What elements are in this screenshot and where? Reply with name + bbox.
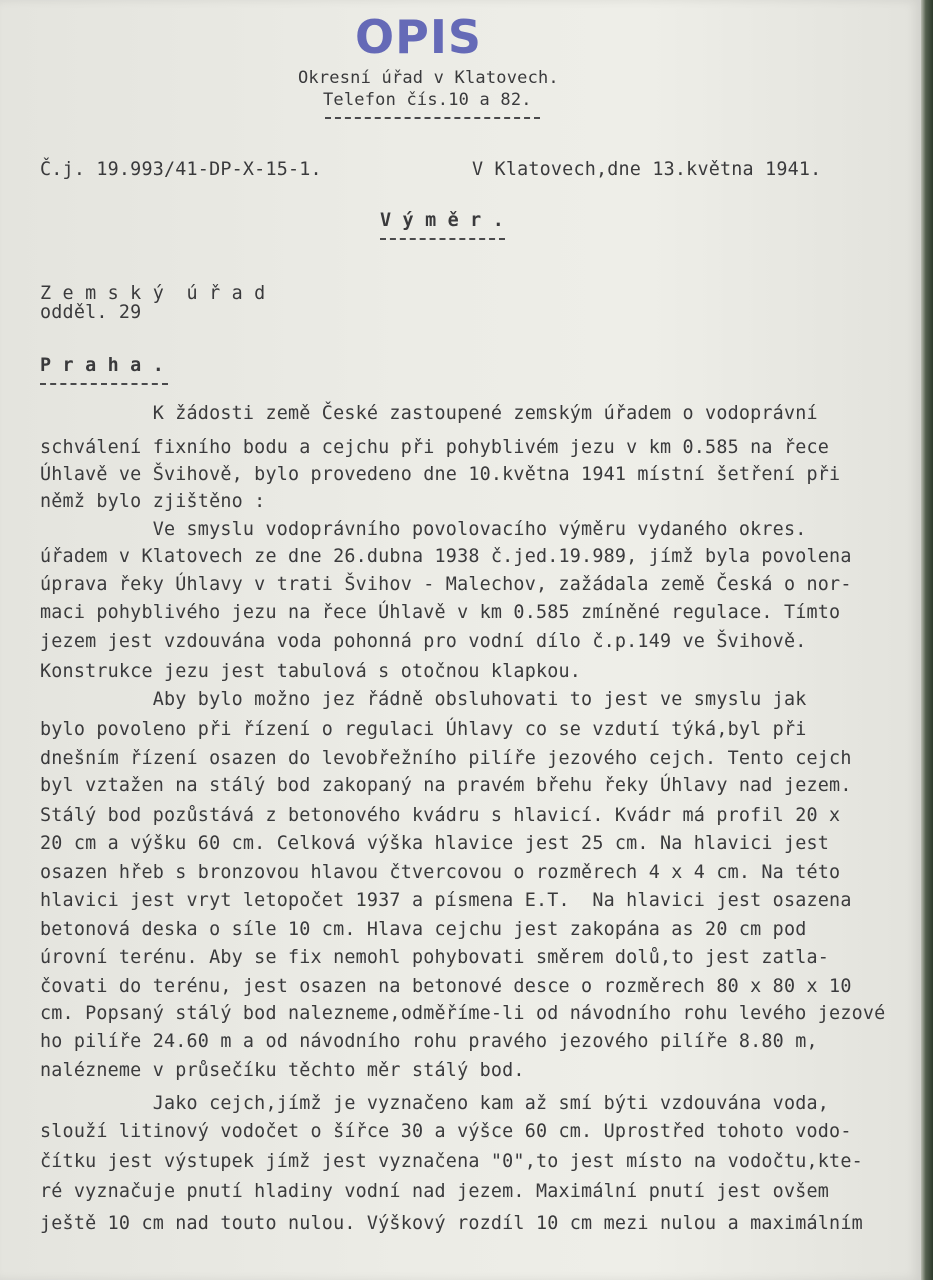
body-line: dnešním řízení osazen do levobřežního pilíře jezového cejch. Tento cejch xyxy=(40,748,852,769)
reference-number: Č.j. 19.993/41-DP-X-15-1. xyxy=(40,159,322,180)
body-line: Aby bylo možno jez řádně obsluhovati to jest ve smyslu jak xyxy=(40,689,807,710)
body-line: Stálý bod pozůstává z betonového kvádru s hlavicí. Kvádr má profil 20 x xyxy=(40,805,841,826)
body-line: ještě 10 cm nad touto nulou. Výškový rozdíl 10 cm mezi nulou a maximálním xyxy=(40,1213,863,1234)
body-line: čítku jest výstupek jímž jest vyznačena "0",to jest místo na vodočtu,kte- xyxy=(40,1151,863,1172)
body-line: maci pohyblivého jezu na řece Úhlavě v km 0.585 zmíněné regulace. Tímto xyxy=(40,602,841,623)
recipient-office: Z e m s k ý ú ř a d xyxy=(40,283,266,304)
body-line: čovati do terénu, jest osazen na betonové desce o rozměrech 80 x 80 x 10 xyxy=(40,976,852,997)
body-line: byl vztažen na stálý bod zakopaný na pravém břehu řeky Úhlavy nad jezem. xyxy=(40,775,852,796)
body-line: Ve smyslu vodoprávního povolovacího výměru vydaného okres. xyxy=(40,519,807,540)
body-line: jezem jest vzdouvána voda pohonná pro vodní dílo č.p.149 ve Švihově. xyxy=(40,631,807,652)
body-line: 20 cm a výšku 60 cm. Celková výška hlavice jest 25 cm. Na hlavici jest xyxy=(40,833,830,854)
recipient-city: P r a h a . xyxy=(40,355,164,376)
document-title: V ý m ě r . xyxy=(380,210,504,231)
office-phone: Telefon čís.10 a 82. xyxy=(323,90,532,110)
body-line: ho pilíře 24.60 m a od návodního rohu pravého jezového pilíře 8.80 m, xyxy=(40,1031,818,1052)
body-line: K žádosti země České zastoupené zemským úřadem o vodoprávní xyxy=(40,403,818,424)
header-rule xyxy=(325,117,540,119)
body-line: cm. Popsaný stálý bod nalezneme,odměříme-li od návodního rohu levého jezové xyxy=(40,1003,886,1024)
body-line: slouží litinový vodočet o šířce 30 a výšce 60 cm. Uprostřed tohoto vodo- xyxy=(40,1121,852,1142)
body-line: betonová deska o síle 10 cm. Hlava cejchu jest zakopána as 20 cm pod xyxy=(40,919,807,940)
body-line: schválení fixního bodu a cejchu při pohyblivém jezu v km 0.585 na řece xyxy=(40,437,830,458)
body-line: úprava řeky Úhlavy v trati Švihov - Malechov, zažádala země Česká o nor- xyxy=(40,574,852,595)
body-line: Jako cejch,jímž je vyznačeno kam až smí býti vzdouvána voda, xyxy=(40,1093,830,1114)
page-edge xyxy=(921,0,933,1280)
office-name: Okresní úřad v Klatovech. xyxy=(298,68,559,88)
recipient-department: odděl. 29 xyxy=(40,302,142,323)
body-line: úrovní terénu. Aby se fix nemohl pohybovati směrem dolů,to jest zatla- xyxy=(40,947,830,968)
place-and-date: V Klatovech,dne 13.května 1941. xyxy=(472,159,822,180)
body-line: nalézneme v průsečíku těchto měr stálý bod. xyxy=(40,1060,525,1081)
body-line: osazen hřeb s bronzovou hlavou čtvercovou o rozměrech 4 x 4 cm. Na této xyxy=(40,862,841,883)
body-line: hlavici jest vryt letopočet 1937 a písmena E.T. Na hlavici jest osazena xyxy=(40,890,852,911)
body-line: Konstrukce jezu jest tabulová s otočnou klapkou. xyxy=(40,661,582,682)
body-line: bylo povoleno při řízení o regulaci Úhlavy co se vzdutí týká,byl při xyxy=(40,719,807,740)
body-line: Úhlavě ve Švihově, bylo provedeno dne 10.května 1941 místní šetření při xyxy=(40,464,841,485)
body-line: úřadem v Klatovech ze dne 26.dubna 1938 č.jed.19.989, jímž byla povolena xyxy=(40,546,852,567)
city-rule xyxy=(40,383,168,385)
opis-stamp: OPIS xyxy=(355,10,483,64)
body-line: ré vyznačuje pnutí hladiny vodní nad jezem. Maximální pnutí jest ovšem xyxy=(40,1181,830,1202)
body-line: němž bylo zjištěno : xyxy=(40,491,266,512)
title-rule xyxy=(380,238,505,240)
